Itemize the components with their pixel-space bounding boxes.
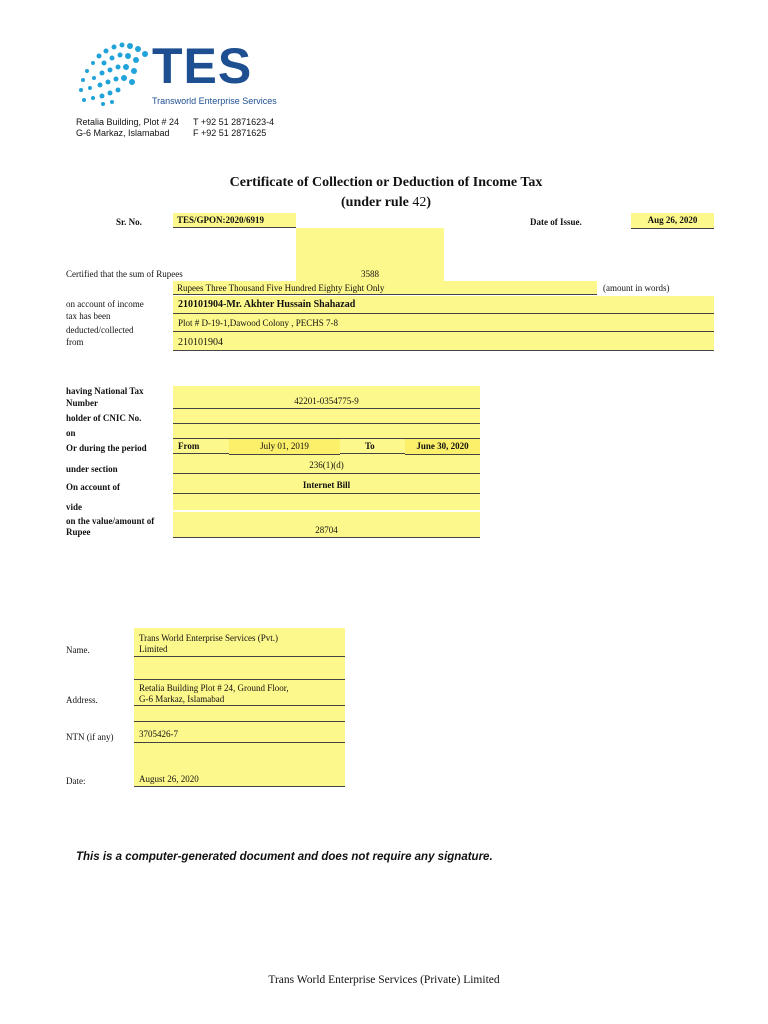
logo-text: TES	[152, 38, 253, 94]
serial-value: TES/GPON:2020/6919	[173, 213, 296, 228]
account-label-line2: tax has been	[66, 311, 111, 321]
computer-generated-notice: This is a computer-generated document and does not require any signature.	[76, 851, 493, 863]
payer-id: 210101904	[173, 332, 714, 351]
subtitle-number: 42	[412, 195, 427, 210]
on-label: on	[66, 428, 76, 438]
account-label-line4: from	[66, 337, 84, 347]
issuer-name-line2: Limited	[134, 644, 345, 657]
sum-label: Certified that the sum of Rupees	[66, 269, 183, 279]
issuer-name-line1: Trans World Enterprise Services (Pvt.)	[139, 633, 279, 643]
company-logo	[72, 40, 292, 110]
company-address-line2: G-6 Markaz, Islamabad	[76, 128, 170, 138]
sum-value: 3588	[296, 267, 444, 282]
company-address-line1: Retalia Building, Plot # 24	[76, 117, 180, 127]
sum-in-words: Rupees Three Thousand Five Hundred Eighty Eight Only	[173, 281, 597, 295]
value-label-line1: on the value/amount of	[66, 516, 155, 526]
payer-name: 210101904-Mr. Akhter Hussain Shahazad	[173, 296, 714, 314]
from-date: July 01, 2019	[229, 439, 340, 455]
from-label: From	[173, 439, 229, 454]
amount-in-words-note: (amount in words)	[603, 283, 670, 293]
cnic-label: holder of CNIC No.	[66, 413, 142, 423]
issue-value: Aug 26, 2020	[631, 213, 714, 229]
issuer-ntn-value: 3705426-7	[134, 729, 345, 743]
payer-address: Plot # D-19-1,Dawood Colony , PECHS 7-8	[173, 314, 714, 332]
issuer-address-blank-line	[134, 706, 345, 722]
issue-label: Date of Issue.	[530, 217, 582, 227]
vide-row-line	[173, 495, 480, 513]
on-account-label: On account of	[66, 482, 120, 492]
ntn-value: 42201-0354775-9	[173, 395, 480, 409]
ntn-label-line1: having National Tax	[66, 386, 144, 396]
company-phone: T +92 51 2871623-4	[193, 117, 275, 127]
value-label-line2: Rupee	[66, 527, 91, 537]
ntn-label-line2: Number	[66, 398, 98, 408]
footer-company: Trans World Enterprise Services (Private) Limited	[268, 974, 500, 986]
issuer-address-line2: G-6 Markaz, Islamabad	[134, 694, 345, 706]
account-label-line3: deducted/collected	[66, 325, 134, 335]
section-label: under section	[66, 464, 118, 474]
value-amount: 28704	[173, 512, 480, 538]
issuer-address-line1: Retalia Building Plot # 24, Ground Floor,	[139, 683, 289, 693]
company-fax: F +92 51 2871625	[193, 128, 267, 138]
issuer-date-label: Date:	[66, 776, 86, 786]
period-label: Or during the period	[66, 443, 147, 453]
issuer-name-blank-line	[134, 657, 345, 680]
certificate-subtitle	[0, 195, 768, 211]
subtitle-prefix: (under rule	[341, 195, 413, 210]
issuer-address-label: Address.	[66, 695, 98, 705]
on-row-line	[173, 423, 480, 439]
account-label-line1: on account of income	[66, 299, 144, 309]
certificate-title: Certificate of Collection or Deduction of Income Tax	[229, 175, 543, 190]
to-date: June 30, 2020	[405, 439, 480, 455]
logo-dots-icon	[72, 40, 154, 110]
to-label: To	[340, 439, 405, 454]
vide-label: vide	[66, 502, 83, 512]
section-value: 236(1)(d)	[173, 458, 480, 474]
subtitle-suffix: )	[426, 195, 431, 210]
sum-box	[296, 228, 444, 267]
issuer-name-label: Name.	[66, 645, 90, 655]
cnic-row-line	[173, 408, 480, 424]
issuer-date-value: August 26, 2020	[134, 774, 345, 787]
issuer-ntn-label: NTN (if any)	[66, 732, 114, 742]
serial-label: Sr. No.	[116, 217, 142, 227]
logo-subtitle: Transworld Enterprise Services	[152, 96, 277, 106]
on-account-value: Internet Bill	[173, 477, 480, 494]
